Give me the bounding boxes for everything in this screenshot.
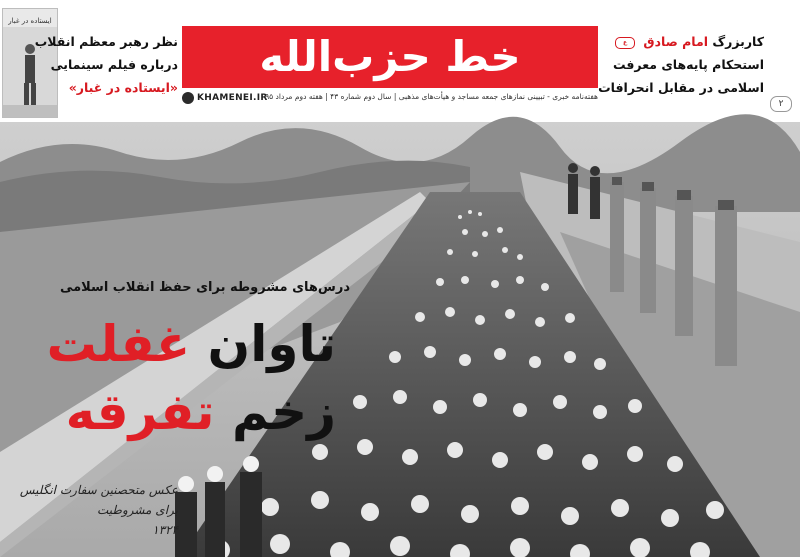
- right-teaser-highlight: امام صادق: [643, 34, 709, 49]
- left-teaser[interactable]: [34, 30, 178, 99]
- khamenei-site-logo[interactable]: [182, 90, 278, 106]
- cover-photo: [0, 122, 800, 557]
- page-number-badge: ۲: [770, 96, 792, 112]
- right-teaser[interactable]: [598, 30, 764, 99]
- headline-word-tafraghe: تفرقه: [65, 383, 215, 441]
- headline-word-ghaflat: غفلت: [46, 315, 191, 373]
- caption-line-2: برای مشروطیت: [96, 503, 178, 517]
- headline-line-2: [26, 378, 336, 446]
- right-teaser-line-1: [614, 30, 764, 53]
- masthead-logo[interactable]: [182, 26, 598, 88]
- masthead-subrow: [182, 90, 598, 106]
- cover-headline[interactable]: [26, 310, 336, 446]
- caption-line-1: عکس متحصنین سفارت انگلیس: [19, 483, 178, 497]
- header: [0, 0, 800, 123]
- site-name: KHAMENEI.IR: [197, 93, 268, 103]
- honorific-seal-icon: ع: [615, 37, 635, 49]
- headline-line-1: [26, 310, 336, 378]
- photo-caption-handwritten: [19, 480, 178, 540]
- headline-word-tavan: تاوان: [207, 315, 336, 373]
- right-teaser-line-3: اسلامی در مقابل انحرافات: [598, 80, 764, 95]
- cover-kicker: درس‌های مشروطه برای حفظ انقلاب اسلامی: [59, 280, 350, 295]
- masthead-title: خط حزب‌الله: [259, 32, 521, 81]
- left-teaser-line-3: «ایستاده در غبار»: [68, 80, 178, 95]
- caption-line-3: ۱۳۲۴: [152, 523, 178, 537]
- headline-word-zakhm: زخم: [231, 383, 336, 441]
- left-teaser-line-2: درباره فیلم سینمایی: [50, 57, 178, 72]
- right-teaser-prefix: کاربزرگ: [712, 34, 764, 49]
- left-teaser-line-1: نظر رهبر معظم انقلاب: [34, 34, 178, 49]
- right-teaser-line-2: استحکام پایه‌های معرفت: [613, 57, 764, 72]
- site-emblem-icon: [182, 92, 194, 104]
- poster-title: ایستاده در غبار: [8, 17, 52, 25]
- issue-subtitle: هفته‌نامه خبری - تبیینی نمازهای جمعه مساجد و هیأت‌های مذهبی | سال دوم شماره ۴۳ | هفته دوم مرداد ۹۵: [265, 92, 598, 101]
- film-poster-thumbnail[interactable]: [2, 8, 58, 118]
